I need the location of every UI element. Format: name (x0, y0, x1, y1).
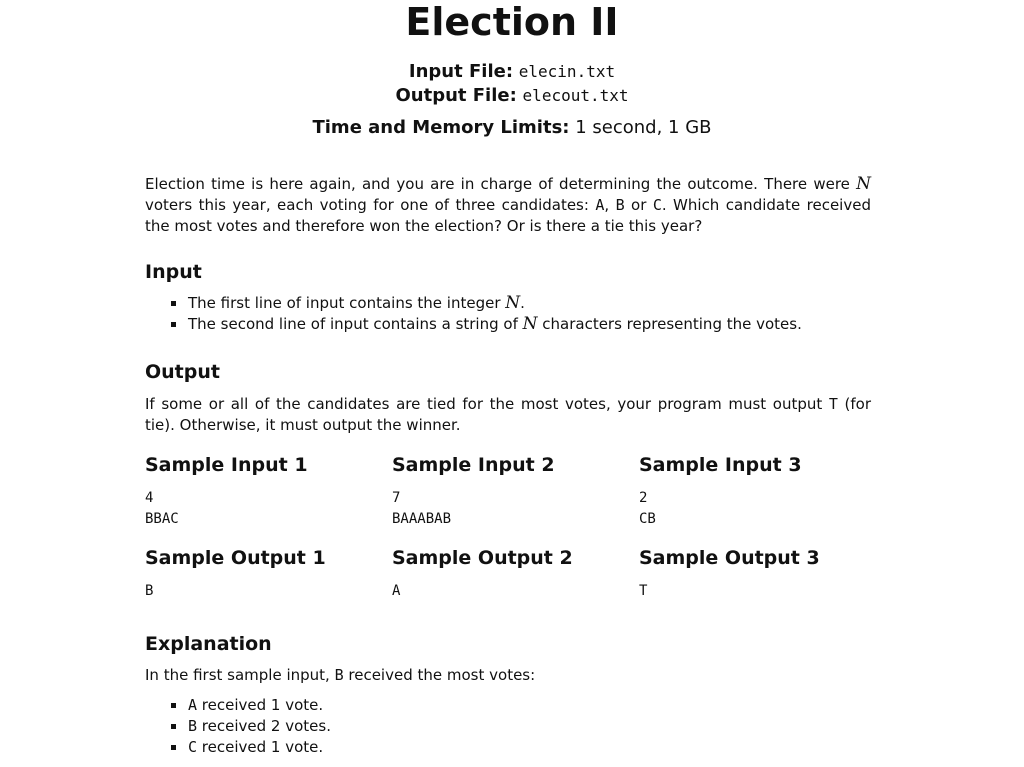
variable-n: N (856, 174, 871, 194)
list-item (145, 314, 871, 335)
sample-input-block: 4 BBAC (145, 490, 179, 527)
list-item-text: The first line of input contains the integer (188, 294, 506, 312)
list-item-text: . (520, 294, 525, 312)
candidate-a: A (595, 196, 605, 214)
candidate-b: B (334, 666, 344, 684)
sample-output-column-1 (145, 546, 385, 602)
problem-statement (145, 174, 871, 237)
candidate-code: C (188, 738, 198, 756)
sample-input-heading: Sample Input 3 (639, 454, 802, 476)
limits-value: 1 second, 1 GB (575, 117, 712, 138)
limits-line (0, 117, 1024, 139)
statement-text: Election time is here again, and you are in charge of determining the outcome. There were (145, 175, 857, 193)
output-section (145, 360, 871, 436)
input-list (145, 293, 871, 335)
output-paragraph (145, 394, 871, 436)
list-item (145, 695, 871, 716)
list-item-text: The second line of input contains a string of (188, 315, 523, 333)
statement-text: , (604, 196, 616, 214)
sample-output-column-2 (392, 546, 632, 602)
explanation-list (145, 695, 871, 758)
candidate-code: B (188, 717, 198, 735)
samples-area (145, 453, 885, 603)
sample-output-block: A (392, 583, 401, 599)
candidate-b: B (615, 196, 625, 214)
input-file-name: elecin.txt (518, 62, 616, 81)
list-item (145, 716, 871, 737)
bullet-icon (171, 724, 176, 729)
input-section (145, 260, 871, 335)
sample-column-1 (145, 453, 385, 530)
explanation-text: received the most votes: (343, 666, 536, 684)
output-file-line (0, 85, 1024, 107)
sample-input-block: 2 CB (639, 490, 656, 527)
sample-output-heading: Sample Output 1 (145, 547, 326, 569)
sample-column-2 (392, 453, 632, 530)
candidate-c: C (652, 196, 662, 214)
variable-n: N (505, 293, 521, 313)
sample-output-block: T (639, 583, 648, 599)
tie-char: T (828, 395, 838, 413)
bullet-icon (171, 745, 176, 750)
limits-label: Time and Memory Limits: (312, 117, 570, 138)
list-item (145, 293, 871, 314)
input-file-line (0, 61, 1024, 83)
list-item-text: received 1 vote. (197, 738, 324, 756)
output-text: If some or all of the candidates are tied for the most votes, your program must output (145, 395, 829, 413)
statement-text: or (624, 196, 653, 214)
bullet-icon (171, 322, 176, 327)
sample-input-block: 7 BAAABAB (392, 490, 452, 527)
output-file-name: elecout.txt (522, 86, 629, 105)
output-file-label: Output File: (395, 85, 517, 106)
statement-paragraph (145, 174, 871, 237)
page-title: Election II (405, 0, 619, 44)
statement-text: . Which candidate received the most votes and therefore won the election? Or is there a tie this year? (145, 196, 871, 235)
sample-output-column-3 (639, 546, 879, 602)
list-item-text: received 1 vote. (197, 696, 324, 714)
sample-input-heading: Sample Input 1 (145, 454, 308, 476)
list-item-text: characters representing the votes. (537, 315, 802, 333)
sample-column-3 (639, 453, 879, 530)
explanation-text: In the first sample input, (145, 666, 335, 684)
explanation-section (145, 632, 871, 758)
bullet-icon (171, 703, 176, 708)
bullet-icon (171, 301, 176, 306)
list-item (145, 737, 871, 758)
input-heading: Input (145, 261, 202, 283)
statement-text: voters this year, each voting for one of three candidates: (145, 196, 596, 214)
explanation-heading: Explanation (145, 633, 272, 655)
candidate-code: A (188, 696, 198, 714)
sample-output-block: B (145, 583, 154, 599)
sample-output-heading: Sample Output 2 (392, 547, 573, 569)
explanation-intro (145, 665, 871, 686)
input-file-label: Input File: (408, 61, 514, 82)
sample-output-heading: Sample Output 3 (639, 547, 820, 569)
output-text: (for tie). Otherwise, it must output the winner. (145, 395, 872, 434)
variable-n: N (522, 314, 538, 334)
output-heading: Output (145, 361, 220, 383)
sample-input-heading: Sample Input 2 (392, 454, 555, 476)
list-item-text: received 2 votes. (197, 717, 331, 735)
